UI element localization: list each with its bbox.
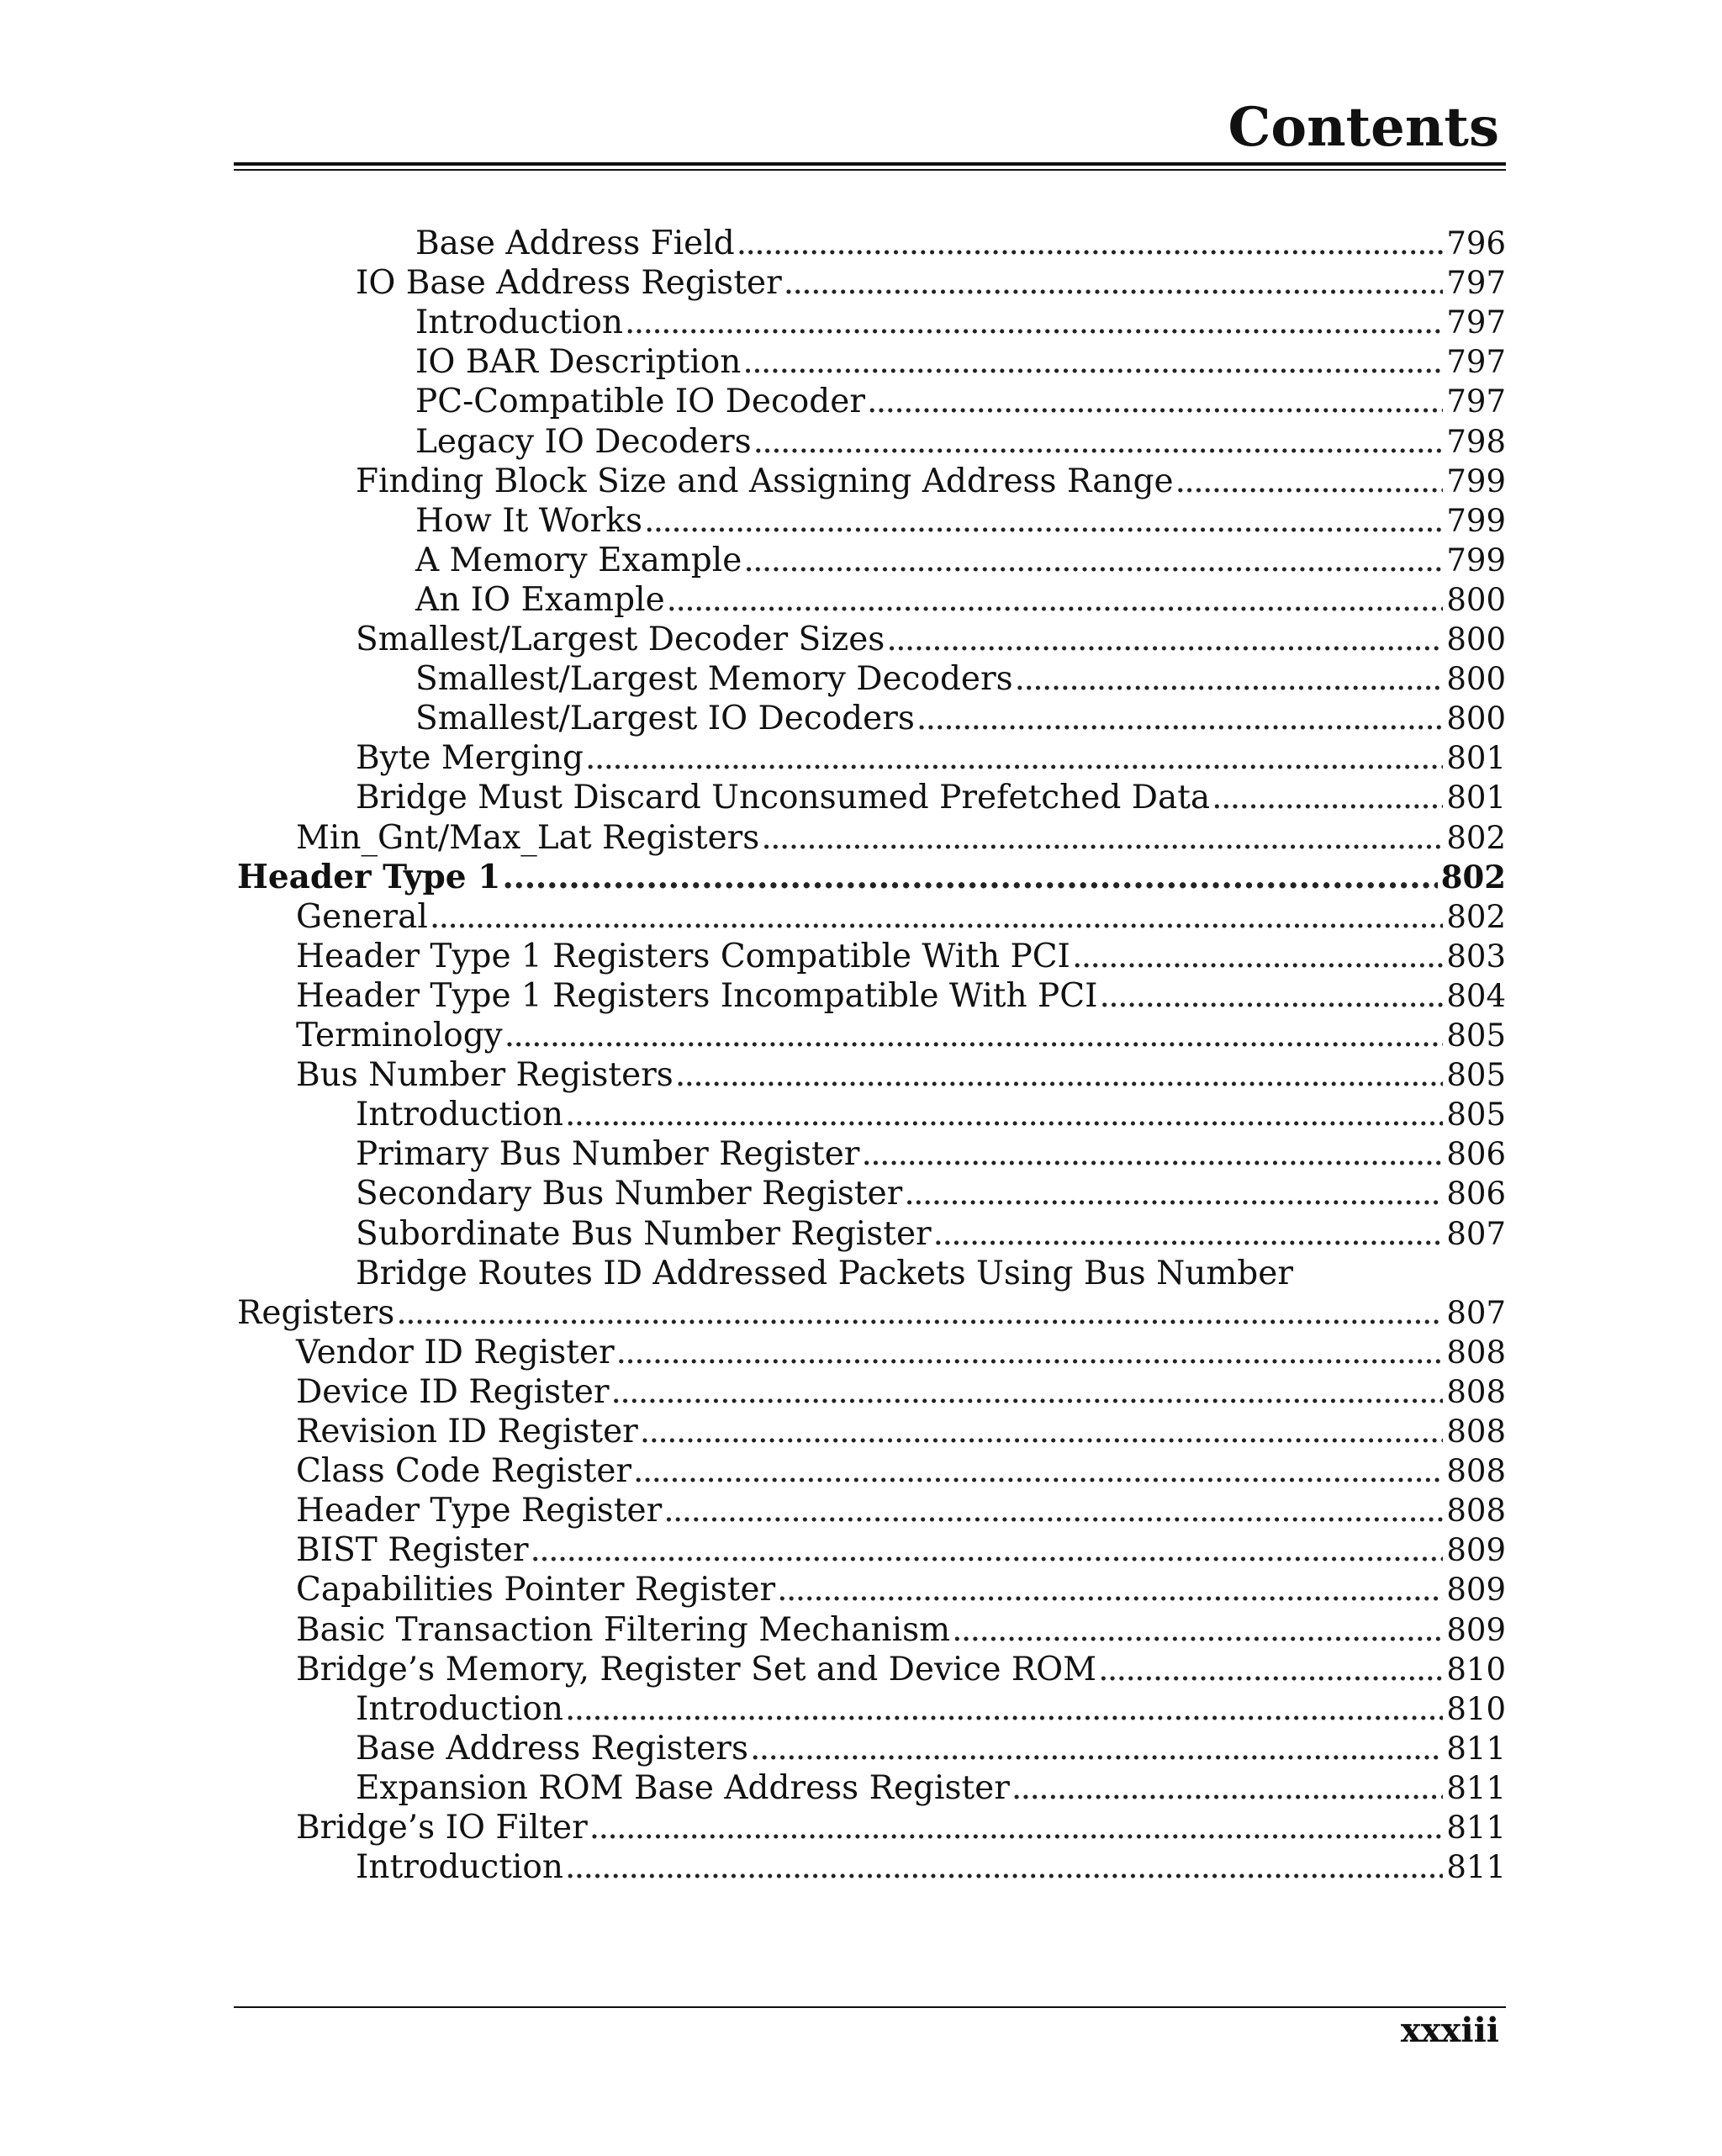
toc-entry-title: Min_Gnt/Max_Lat Registers: [296, 818, 760, 857]
toc-entry[interactable]: [356, 1174, 1506, 1213]
dot-leader: [640, 1412, 1444, 1451]
dot-leader: [663, 1491, 1443, 1530]
page-title: Contents: [1228, 96, 1499, 159]
toc-entry-page-number: 802: [1446, 898, 1506, 935]
toc-entry-page-number: 799: [1446, 462, 1506, 499]
dot-leader: [667, 580, 1444, 620]
toc-entry[interactable]: [356, 1689, 1506, 1729]
toc-entry[interactable]: [415, 580, 1506, 620]
toc-entry-title: Introduction: [356, 1096, 563, 1134]
toc-entry-title: A Memory Example: [415, 541, 742, 579]
dot-leader: [565, 1847, 1443, 1887]
toc-entry-page-number: 811: [1446, 1769, 1506, 1806]
toc-entry[interactable]: [296, 1412, 1506, 1451]
toc-entry-page-number: 801: [1446, 740, 1506, 777]
dot-leader: [784, 263, 1444, 303]
toc-entry[interactable]: [356, 1254, 1506, 1293]
dot-leader: [1072, 937, 1443, 976]
toc-entry-page-number: 810: [1446, 1651, 1506, 1688]
dot-leader: [502, 858, 1437, 897]
toc-entry-title: Expansion ROM Base Address Register: [356, 1768, 1010, 1807]
toc-entry-page-number: 807: [1446, 1215, 1506, 1252]
dot-leader: [625, 303, 1443, 342]
toc-entry[interactable]: [356, 620, 1506, 659]
toc-entry-title: Header Type 1 Registers Incompatible With PCI: [296, 976, 1098, 1015]
dot-leader: [916, 699, 1444, 738]
toc-entry-page-number: 798: [1446, 423, 1506, 460]
toc-entry-title: Bus Number Registers: [296, 1056, 673, 1095]
toc-entry-title: Header Type 1 Registers Compatible With PCI: [296, 937, 1070, 975]
dot-leader: [675, 1055, 1444, 1095]
toc-entry[interactable]: [296, 1333, 1506, 1372]
toc-entry-title: Primary Bus Number Register: [356, 1135, 860, 1174]
dot-leader: [616, 1333, 1444, 1372]
toc-entry-title: Bridge Routes ID Addressed Packets Using Bus Number: [356, 1254, 1293, 1292]
toc-entry-title: Bridge Must Discard Unconsumed Prefetched Data: [356, 779, 1211, 817]
dot-leader: [1098, 1650, 1443, 1689]
toc-entry-title: BIST Register: [296, 1531, 529, 1570]
toc-entry-page-number: 800: [1446, 581, 1506, 618]
toc-entry-title: Subordinate Bus Number Register: [356, 1214, 932, 1253]
toc-entry-page-number: 807: [1446, 1294, 1506, 1331]
dot-leader: [777, 1570, 1443, 1609]
page-number: xxxiii: [1400, 2011, 1499, 2050]
toc-entry-title: PC-Compatible IO Decoder: [415, 383, 865, 421]
toc-entry[interactable]: [356, 1768, 1506, 1808]
toc-entry[interactable]: [296, 976, 1506, 1016]
toc-entry[interactable]: [356, 778, 1506, 817]
toc-entry[interactable]: [296, 1610, 1506, 1650]
dot-leader: [933, 1214, 1444, 1254]
toc-entry-title: Registers: [237, 1293, 395, 1332]
toc-entry-title: Capabilities Pointer Register: [296, 1571, 776, 1609]
toc-entry-page-number: 808: [1446, 1453, 1506, 1490]
toc-entry-page-number: 799: [1446, 542, 1506, 579]
toc-entry-page-number: 808: [1446, 1414, 1506, 1450]
toc-entry-page-number: 811: [1446, 1810, 1506, 1846]
toc-entry[interactable]: [296, 897, 1506, 937]
toc-entry[interactable]: [356, 1214, 1506, 1254]
toc-entry[interactable]: [415, 342, 1506, 382]
toc-entry-page-number: 811: [1446, 1730, 1506, 1767]
dot-leader: [611, 1372, 1444, 1412]
toc-entry[interactable]: [356, 1095, 1506, 1134]
dot-leader: [644, 501, 1443, 541]
header-divider: [234, 162, 1506, 166]
toc-entry-page-number: 800: [1446, 661, 1506, 698]
dot-leader: [742, 342, 1443, 382]
dot-leader: [396, 1293, 1443, 1333]
toc-entry-title: Base Address Field: [415, 225, 735, 262]
dot-leader: [1175, 462, 1444, 501]
toc-entry[interactable]: [415, 699, 1506, 738]
toc-entry-title: Device ID Register: [296, 1372, 610, 1411]
toc-entry-page-number: 797: [1446, 265, 1506, 302]
toc-entry[interactable]: [415, 422, 1506, 462]
toc-entry[interactable]: [356, 1847, 1506, 1887]
toc-entry[interactable]: [296, 1016, 1506, 1055]
toc-entry-title: Header Type 1: [237, 857, 501, 896]
toc-entry[interactable]: [296, 1650, 1506, 1689]
toc-entry-title: An IO Example: [415, 580, 665, 619]
dot-leader: [761, 818, 1443, 858]
toc-entry-page-number: 805: [1446, 1096, 1506, 1133]
toc-entry-title: Vendor ID Register: [296, 1333, 615, 1371]
toc-entry[interactable]: [415, 303, 1506, 342]
toc-entry-page-number: 809: [1446, 1572, 1506, 1609]
dot-leader: [737, 224, 1444, 263]
toc-entry-title: Terminology: [296, 1017, 503, 1054]
dot-leader: [867, 382, 1443, 421]
toc-entry-page-number: 797: [1446, 383, 1506, 420]
toc-entry-page-number: 800: [1446, 700, 1506, 737]
toc-entry[interactable]: [296, 1808, 1506, 1847]
toc-entry-title: General: [296, 897, 428, 936]
toc-entry-title: Introduction: [356, 1689, 563, 1728]
toc-entry-title: Bridge’s Memory, Register Set and Device ROM: [296, 1650, 1097, 1688]
dot-leader: [952, 1610, 1443, 1650]
toc-entry-title: Class Code Register: [296, 1452, 632, 1491]
dot-leader: [585, 738, 1443, 778]
toc-entry-page-number: 796: [1446, 225, 1506, 262]
toc-entry-page-number: 806: [1446, 1136, 1506, 1173]
toc-entry-page-number: 810: [1446, 1690, 1506, 1727]
toc-entry-page-number: 797: [1446, 344, 1506, 381]
toc-entry-page-number: 800: [1446, 621, 1506, 658]
toc-entry-title: Basic Transaction Filtering Mechanism: [296, 1610, 951, 1649]
toc-entry[interactable]: [356, 1729, 1506, 1768]
toc-entry-title: How It Works: [415, 501, 642, 540]
dot-leader: [531, 1530, 1444, 1570]
toc-entry-page-number: 806: [1446, 1176, 1506, 1213]
toc-entry[interactable]: [356, 462, 1506, 501]
toc-entry[interactable]: [415, 541, 1506, 580]
toc-entry[interactable]: [356, 263, 1506, 303]
toc-entry-page-number: 802: [1440, 858, 1506, 896]
toc-entry-page-number: 805: [1446, 1017, 1506, 1054]
dot-leader: [886, 620, 1443, 659]
toc-entry[interactable]: [296, 818, 1506, 858]
toc-entry-title: Legacy IO Decoders: [415, 422, 752, 461]
dot-leader: [1012, 1768, 1443, 1808]
toc-entry-title: Smallest/Largest Decoder Sizes: [356, 621, 885, 658]
dot-leader: [589, 1808, 1444, 1847]
toc-entry-title: Header Type Register: [296, 1492, 663, 1530]
toc-entry[interactable]: [237, 858, 1506, 897]
toc-entry-page-number: 808: [1446, 1334, 1506, 1371]
toc-entry-page-number: 802: [1446, 819, 1506, 856]
dot-leader: [565, 1689, 1443, 1729]
toc-entry-title: Revision ID Register: [296, 1413, 638, 1451]
toc-entry-page-number: 803: [1446, 938, 1506, 975]
dot-leader: [504, 1016, 1444, 1055]
toc-entry[interactable]: [296, 937, 1506, 976]
toc-entry[interactable]: [415, 382, 1506, 421]
toc-entry[interactable]: [296, 1372, 1506, 1412]
toc-entry[interactable]: [237, 1293, 1506, 1333]
toc-entry-title: Smallest/Largest Memory Decoders: [415, 660, 1013, 699]
toc-entry-page-number: 811: [1446, 1849, 1506, 1886]
dot-leader: [430, 897, 1444, 937]
toc-entry[interactable]: [296, 1055, 1506, 1095]
dot-leader: [861, 1134, 1443, 1174]
toc-entry-page-number: 805: [1446, 1057, 1506, 1094]
toc-entry-page-number: 809: [1446, 1532, 1506, 1569]
toc-entry-page-number: 801: [1446, 779, 1506, 816]
dot-leader: [633, 1451, 1443, 1491]
dot-leader: [743, 541, 1443, 580]
toc-entry[interactable]: [296, 1530, 1506, 1570]
toc-entry-title: Byte Merging: [356, 739, 584, 778]
dot-leader: [750, 1729, 1443, 1768]
toc-entry[interactable]: [356, 738, 1506, 778]
dot-leader: [904, 1174, 1443, 1213]
toc-entry[interactable]: [415, 659, 1506, 699]
dot-leader: [1015, 659, 1444, 699]
toc-entry-page-number: 808: [1446, 1493, 1506, 1530]
toc-entry-title: Introduction: [415, 304, 623, 342]
toc-entry-title: Introduction: [356, 1848, 563, 1887]
toc-entry-title: IO Base Address Register: [356, 264, 782, 303]
toc-entry[interactable]: [296, 1451, 1506, 1491]
toc-entry[interactable]: [356, 1134, 1506, 1174]
toc-entry-page-number: 797: [1446, 304, 1506, 341]
toc-entry-title: Finding Block Size and Assigning Address Range: [356, 462, 1174, 500]
toc-entry-page-number: 804: [1446, 977, 1506, 1014]
header-divider-thin: [234, 169, 1506, 171]
dot-leader: [1212, 778, 1443, 817]
toc-entry[interactable]: [415, 501, 1506, 541]
dot-leader: [565, 1095, 1443, 1134]
toc-entry-title: Base Address Registers: [356, 1729, 748, 1768]
toc-entry[interactable]: [296, 1570, 1506, 1609]
toc-entry[interactable]: [296, 1491, 1506, 1530]
dot-leader: [1099, 976, 1443, 1016]
toc-entry-page-number: 799: [1446, 502, 1506, 539]
toc-entry-title: Bridge’s IO Filter: [296, 1809, 588, 1847]
dot-leader: [753, 422, 1444, 462]
toc-entry-title: Smallest/Largest IO Decoders: [415, 700, 915, 738]
toc-entry-title: Secondary Bus Number Register: [356, 1175, 903, 1213]
footer-divider: [234, 2006, 1506, 2008]
toc-entry-page-number: 809: [1446, 1611, 1506, 1648]
toc-entry[interactable]: [415, 224, 1506, 263]
toc-entry-page-number: 808: [1446, 1373, 1506, 1410]
toc-entry-title: IO BAR Description: [415, 343, 742, 382]
